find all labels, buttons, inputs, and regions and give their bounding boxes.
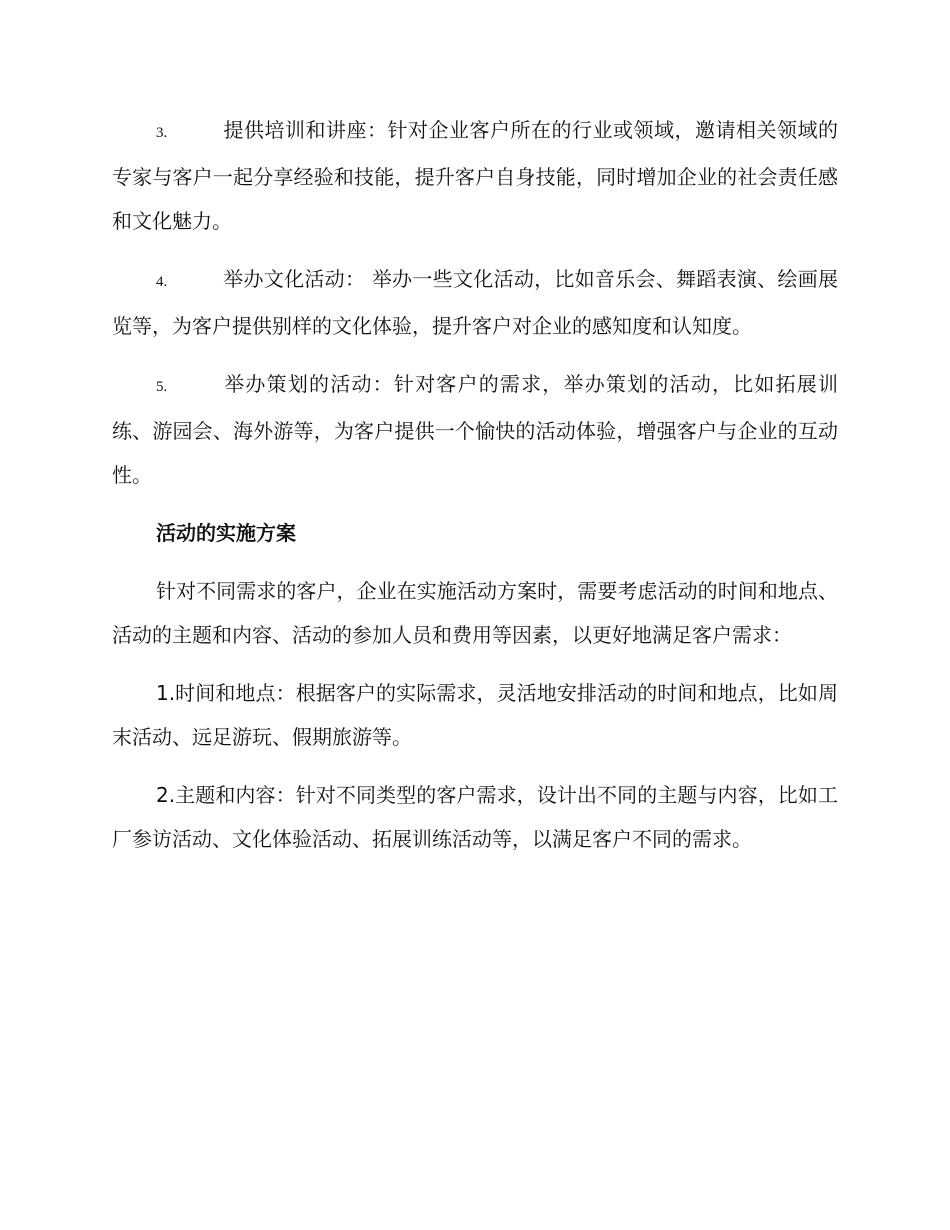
- document-body: [112, 108, 838, 875]
- list-item-text: 提供培训和讲座：针对企业客户所在的行业或领域，邀请相关领域的专家与客户一起分享经验和技能，提升客户自身技能，同时增加企业的社会责任感和文化魅力。: [112, 118, 838, 233]
- list-number: 3.: [156, 125, 168, 141]
- section-intro: 针对不同需求的客户，企业在实施活动方案时，需要考虑活动的时间和地点、活动的主题和内容、活动的参加人员和费用等因素，以更好地满足客户需求：: [112, 579, 838, 647]
- point-time-location: 1.时间和地点：根据客户的实际需求，灵活地安排活动的时间和地点，比如周末活动、远足游玩、假期旅游等。: [112, 681, 838, 749]
- list-item-4: [112, 257, 838, 348]
- list-number: 4.: [156, 274, 168, 290]
- list-item-5: [112, 362, 838, 497]
- point-theme-content: 2.主题和内容：针对不同类型的客户需求，设计出不同的主题与内容，比如工厂参访活动、文化体验活动、拓展训练活动等，以满足客户不同的需求。: [112, 783, 838, 851]
- section-heading: 活动的实施方案: [156, 521, 296, 545]
- list-number: 5.: [156, 379, 168, 395]
- list-item-text: 举办策划的活动：针对客户的需求，举办策划的活动，比如拓展训练、游园会、海外游等，为客户提供一个愉快的活动体验，增强客户与企业的互动性。: [112, 372, 838, 487]
- list-item-3: [112, 108, 838, 243]
- list-item-text: 举办文化活动： 举办一些文化活动，比如音乐会、舞蹈表演、绘画展览等，为客户提供别样的文化体验，提升客户对企业的感知度和认知度。: [112, 267, 838, 338]
